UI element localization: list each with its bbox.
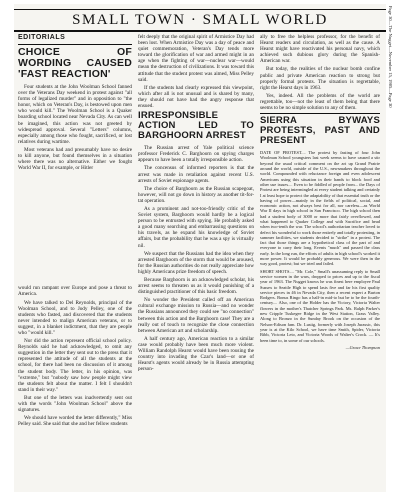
paragraph: Most veterans had and presumably have no desire to kill anyone, but found themselves in a situation where there was no alternative. Either we fought World War II, for example, or Hitler xyxy=(18,146,132,172)
kicker-rule xyxy=(18,44,132,45)
paragraph: SHORT SHOTS.... "Mr. Cole," Small's unassuming reply to Small service women in the wars, dropped to prices and up to the fiscal year of 1963. The Nugget knows he was finest here employee Paul Sussex to Seattle High to spend lasts five and far his first quality service pieces in 46 in Nevada City, then a recent expert a Burton Rodgers. Bonus Ringo has a half-in mid-to but be to be the fourth-century.... Also, one of the Holder has the Victory, Victoria Walter flowers in the mother's Thatcher Springs Park. Ms. Ralph Parker's new Cripple Tuskegee Ridge in the West Station, Grass Valley. Along to Bronzo in the Sunday Brook on the occasion of the Nelson-Edison fam. Dr. Lustig, formerly with Joseph Jurassic, this year is at the Kilo School, we have time Smith, Spider, Victoria Bibb, Victoria Leto, and Victoria Woods of Walter's Crock. — It's been time to, in some of our schools. xyxy=(260,268,380,343)
byline-signature: —Grace Thompson xyxy=(345,344,380,350)
editorial-headline-1: CHOICE OF WORDING CAUSED 'FAST REACTION' xyxy=(18,46,132,80)
section-rule xyxy=(260,113,380,114)
blank-space xyxy=(18,173,132,285)
paragraph: We have talked to Del Reynolds, principal of the Woolman School, and to Jody Pelley, one of the students who fasted, and discovered that the students never intended to malign American veterans, or to suggest, in a blanket indictment, that they are people who "would kill." xyxy=(18,299,132,336)
column-3 xyxy=(260,34,380,486)
paragraph: felt deeply that the original spirit of Armistice Day had been lost. When Armistice Day was a day of peace and quiet commemoration, Veteran's Day tends more toward the glorification of war and armed might in an age when the fighting of war—nuclear war—would mean the destruction of civilizations. It was toward this attitude that the student protest was aimed, Miss Pelley said. xyxy=(138,34,254,83)
paragraph: But today, the realities of the nuclear bomb confine public and private American reaction to strong but properly formal protests. The situation is regrettable, right the Hearst days in 1963. xyxy=(260,66,380,91)
paragraph: But one of the letters was inadvertently sent out with the words "John Woolman School" above the signatures. xyxy=(18,394,132,414)
column-2 xyxy=(138,34,254,486)
paragraph: If the students had clearly expressed this viewpoint, which after all is not unusual and is shared by many, they should not have had the angry response that ensued. xyxy=(138,84,254,110)
paragraph: No wonder the President called off an American cultural exchange mission to Russia—and no wonder the Russians announced they could see "no connection" between this action and the Barghoorn case! They are a really out of touch to recognize the close connection between American art and scholarship. xyxy=(138,297,254,334)
paragraph: The choice of Barghoorn as the Russian scapegoat, however, will not go down in history as another tit-for-tat operation. xyxy=(138,185,254,204)
editorial-headline-2: IRRESPONSIBLE ACTION LED TO BARGHOORN ARREST xyxy=(138,110,254,142)
masthead-rule xyxy=(14,30,386,32)
paragraph: Nor did the action represent official school policy. Reynolds said he had acknowledged, to omit any suggestion in the letter they sent out to the press that it represented the attitude of all the students at the school, for there had been no discussion of it among the student body. The letter, in his opinion, was "extreme," but "nobody saw how people might view the students felt about the matter. I felt I shouldn't stand in their way." xyxy=(18,338,132,393)
paragraph: As a prominent and not-too-friendly critic of the Soviet system, Barghoorn would hardly be a logical person to be entrusted with spying. He probably asked a good many searching and embarrassing questions on his travels, as he expand his knowledge of Soviet affairs, but the probability that he was a spy is virtually nil. xyxy=(138,205,254,249)
paragraph: ally to free the helpless professor, for the benefit of Hearst readers and circulation, as well as the cause. A Hearst might have reactivated his personal navy, which achieved such dubious glory during the Spanish-American war. xyxy=(260,34,380,65)
top-rule xyxy=(14,9,386,10)
paragraph: DATE OF PROTEST.... The protest by fasting of four John Woolman School youngsters last week seems to have caused a stir beyond the usual critical comment on the art up Grand Prairie around the world, outside of the U.S., newsmakers throughout the world. Compounded with reluctance foreign and even adolescent Americans using this situation in their hands to block food and other use issues.... Even to be fiddled of people from... the Days of Protest are being intermingled at every student talking and certainly I at least hope to protect the adaptability of that essential truth or the having of power—mainly in the fields of political, social, and economic action, not always best for all, nor careless—as World War II days in high school in San Francisco. The high school then had a student body of 3000 or more that fairly overflowed, and what happened to Quaker College and with Sacrifice and head when two-tenth the war. The school's authoritarian teacher loved to defect his wonderful to work those entirely and totally protesting, in summer facilities, we students decided to "strike" in a protest. The fact that those things are a hypothetical class of the part of and everyone to carry their long. Events "much" and passed the class early. In the long run, the efforts of adults in high school's worked it more power. It would be probably generous. We were then in the way good, protest; but we tried and failed. xyxy=(260,150,380,267)
paragraph: Because Barghoorn is an acknowledged scholar, his arrest seems to threaten us as it would punishing of a distinguished practitioner of this basic freedom. xyxy=(138,277,254,296)
side-folio-text: Page 30—The Nugget—November 15, 1985—Page 30 xyxy=(388,6,393,108)
paragraph: The Russian arrest of Yale political science professor Frederick C. Barghoorn on spying charges appears to have been a totally irresponsible action. xyxy=(138,145,254,164)
masthead: SMALL TOWN · SMALL WORLD xyxy=(72,12,328,28)
column-1 xyxy=(18,34,132,486)
paragraph: Yes, indeed. All the problems of the world are regrettable, too—not the least of them being that there seems to be no simple solution to any of them. xyxy=(260,92,380,112)
paragraph: A half century ago, American reaction to a similar case would probably have been much more violent. William Randolph Hearst would have been rousing the country into invading the Czar's land—or one of Hearst's agents would already be in Russia attempting person- xyxy=(138,335,254,373)
paragraph: We should have worded the letter differently," Miss Pelley said. She said that she and her fellow students xyxy=(18,415,132,428)
paragraph: We suspect that the Russians had the idea when they arrested Barghoorn of the storm that would be aroused, for the Russian authorities do not really appreciate how highly Americans prize freedom of speech. xyxy=(138,250,254,275)
paragraph: The concensus of informed reporters is that the arrest was made in retaliation against recent U.S. arrests of Soviet espionage agents. xyxy=(138,165,254,184)
paragraph: would run rampant over Europe and pose a threat to America. xyxy=(18,285,132,298)
side-folio xyxy=(388,4,398,484)
section-kicker: EDITORIALS xyxy=(18,34,66,41)
newspaper-page xyxy=(14,4,393,492)
column-headline: SIERRA BYWAYS PROTESTS, PAST AND PRESENT xyxy=(260,115,380,147)
paragraph: Four students at the John Woolman School fanned over the Veterans Day weekend in protest against "all forms of legalized murder" and in opposition to "the honor, which on Veteran's Day, is bestowed upon men who would kill." The Woolman School is a Quaker boarding school located near Nevada City. As can well be imagined, this action was not greeted by widespread approval. Several "Letters" columns, especially among those who fought, sacrificed, or lost relatives during wartime. xyxy=(18,84,132,145)
